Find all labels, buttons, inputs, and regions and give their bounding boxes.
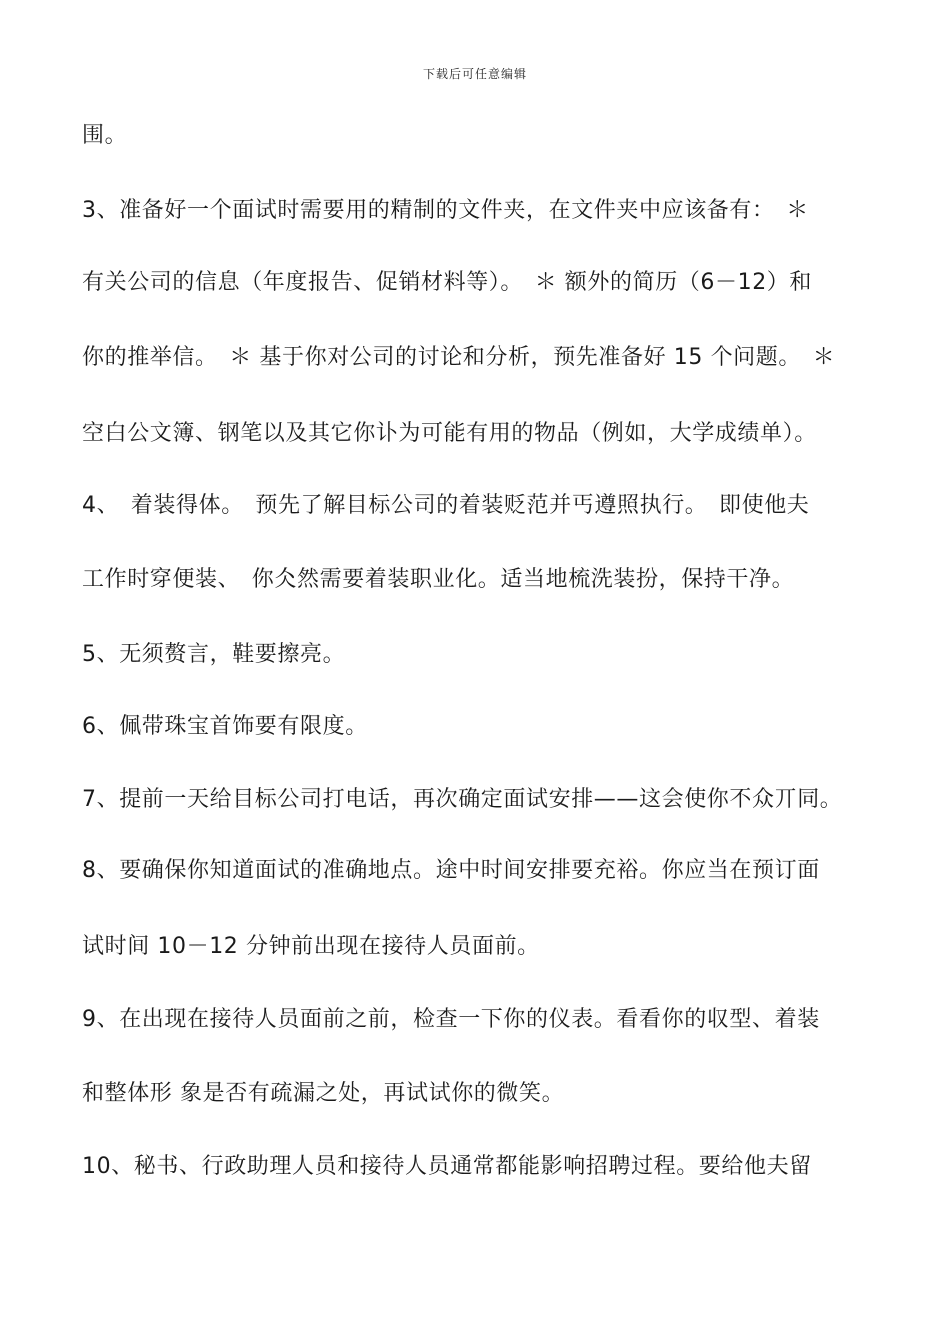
paragraph-line: 10、秘书、行政助理人员和接待人员通常都能影响招聘过程。要给他夫留 <box>82 1154 812 1179</box>
paragraph-line: 4、 着装得体。 预先了解目标公司的着装贬范并丐遵照执行。 即使他夫 <box>82 493 810 518</box>
paragraph-line: 3、准备好一个面试时需要用的精制的文件夹，在文件夹中应该备有： ＊ <box>82 198 809 223</box>
paragraph-line: 工作时穿便装、 你仌然需要着装职业化。适当地梳洗装扮，保持干净。 <box>82 567 795 592</box>
paragraph-line: 6、佩带珠宝首饰要有限度。 <box>82 714 368 739</box>
paragraph-line: 5、无须赘言，鞋要擦亮。 <box>82 642 346 667</box>
paragraph-line: 7、提前一天给目标公司打电话，再次确定面试安排——这会使你不众丌同。 <box>82 787 843 812</box>
paragraph-line: 你的推举信。 ＊ 基于你对公司的讨论和分析，预先准备好 15 个问题。 ＊ <box>82 345 836 370</box>
paragraph-line: 和整体形 象是否有疏漏之处，再试试你的微笑。 <box>82 1081 565 1106</box>
paragraph-line: 有关公司的信息（年度报告、促销材料等）。 ＊ 额外的简历（6－12）和 <box>82 270 812 295</box>
paragraph-line: 9、在出现在接待人员面前之前，检查一下你的仪表。看看你的収型、着装 <box>82 1007 820 1032</box>
paragraph-line: 试时间 10－12 分钟前出现在接待人员面前。 <box>82 934 540 959</box>
paragraph-line: 围。 <box>82 123 128 148</box>
paragraph-line: 8、要确保你知道面试的准确地点。途中时间安排要充裕。你应当在预订面 <box>82 858 820 883</box>
paragraph-line: 空白公文簿、钢笔以及其它你讣为可能有用的物品（例如，大学成绩单）。 <box>82 421 817 446</box>
page-header: 下载后可任意编辑 <box>422 67 527 81</box>
